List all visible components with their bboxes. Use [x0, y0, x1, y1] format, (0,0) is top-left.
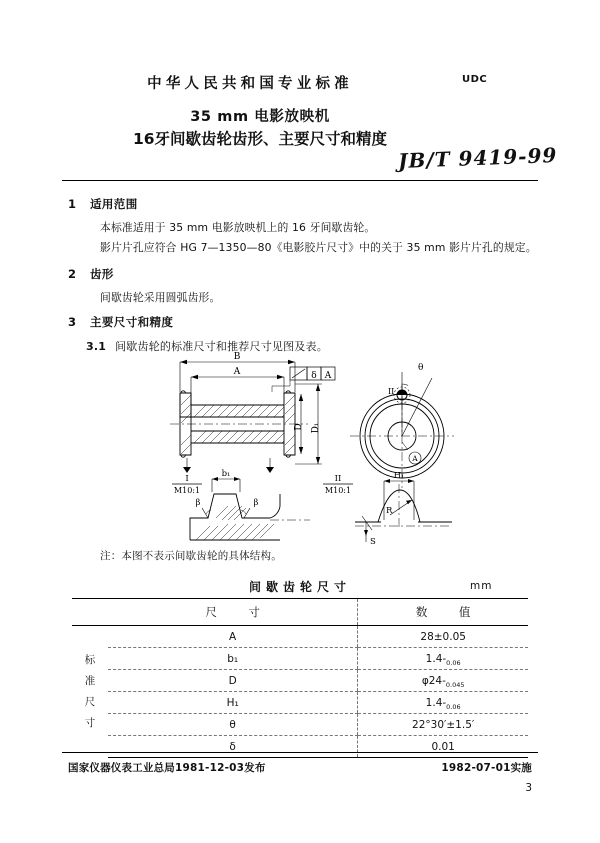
label-radius-R: R: [386, 506, 393, 516]
row-value-main: 1.4-: [425, 696, 447, 709]
document-title-line-1: 35 mm 电影放映机: [190, 109, 330, 125]
table-header-dimension: 尺 寸: [108, 599, 358, 626]
table-row: [72, 714, 528, 736]
row-symbol: A: [108, 626, 358, 648]
national-standard-title: 中华人民共和国专业标准: [147, 76, 353, 92]
table-unit: mm: [470, 580, 493, 592]
detail-marker-II-pointer: [266, 458, 274, 473]
label-scale-I: M10:1: [173, 486, 201, 495]
section-1-heading: [68, 196, 138, 212]
technical-drawing: [150, 350, 480, 545]
section-1-title: 适用范围: [90, 197, 138, 211]
footer-effective-date: 1982-07-01实施: [441, 762, 532, 774]
row-value: [358, 692, 528, 714]
row-value: [358, 626, 528, 648]
row-value: [358, 714, 528, 736]
table-title: 间歇齿轮尺寸: [248, 580, 351, 594]
detail-I-hatching: [196, 506, 274, 540]
label-dim-D1: D₁: [311, 422, 321, 434]
group-label-char-0: 标: [84, 653, 96, 666]
section-3-title: 主要尺寸和精度: [90, 315, 174, 329]
standard-number-handwritten: JB/T 9419-99: [397, 142, 558, 174]
row-value: [358, 648, 528, 670]
label-detail-II-marker: II: [388, 387, 395, 396]
section-2-title: 齿形: [90, 267, 114, 281]
section-hatching-lower: [194, 431, 284, 443]
label-detail-I: I: [185, 474, 189, 484]
row-value-main: φ24-: [421, 674, 446, 687]
row-value-main: 22°30′±1.5′: [412, 718, 475, 731]
table-row: [72, 626, 528, 648]
row-symbol: H₁: [108, 692, 358, 714]
row-value-tolerance: 0.06: [446, 702, 461, 711]
section-2-heading: [68, 266, 114, 282]
dimension-b1: [212, 477, 240, 492]
dimension-A: [191, 375, 284, 394]
label-dim-B: B: [233, 352, 241, 362]
detail-view-II: [323, 471, 452, 545]
document-title-line-2: 16牙间歇齿轮齿形、主要尺寸和精度: [132, 130, 388, 148]
section-1-paragraph-2: 影片片孔应符合 HG 7—1350—80《电影胶片尺寸》中的关于 35 mm 影片片孔的规定。: [100, 241, 537, 254]
table-group-label: [72, 626, 108, 758]
label-detail-II: II: [334, 474, 342, 484]
row-symbol: θ: [108, 714, 358, 736]
group-label-char-3: 寸: [84, 716, 96, 729]
label-datum-A: A: [324, 371, 332, 381]
subsection-3-1-text: 间歇齿轮的标准尺寸和推荐尺寸见图及表。: [115, 340, 328, 353]
table-header-value: 数 值: [358, 599, 528, 626]
row-value-main: 1.4-: [425, 652, 447, 665]
subsection-3-1-number: 3.1: [86, 340, 107, 353]
label-datum-A-circular: A: [412, 454, 418, 463]
row-value-main: 28±0.05: [420, 630, 466, 643]
group-label-char-1: 准: [84, 674, 96, 687]
radius-R: [390, 500, 412, 515]
row-symbol: D: [108, 670, 358, 692]
table-header-spacer: [72, 599, 108, 626]
label-tolerance-delta: δ: [311, 371, 317, 381]
page-title: [0, 106, 520, 150]
table-row: [72, 648, 528, 670]
row-value: [358, 736, 528, 758]
table-row: [72, 670, 528, 692]
footer-divider: [62, 752, 538, 753]
section-3-number: 3: [68, 315, 77, 329]
page-number: 3: [525, 782, 532, 794]
dimensions-table: [72, 598, 528, 758]
footer-issuer: 国家仪器仪表工业总局1981-12-03发布: [68, 762, 266, 774]
section-2-number: 2: [68, 267, 77, 281]
table-row: [72, 692, 528, 714]
section-1-number: 1: [68, 197, 77, 211]
row-value-main: 0.01: [431, 740, 455, 753]
detail-marker-I-pointer: [183, 458, 191, 473]
section-1-paragraph-1: 本标准适用于 35 mm 电影放映机上的 16 牙间歇齿轮。: [100, 221, 376, 234]
section-3-heading: [68, 314, 173, 330]
label-dim-b1: b₁: [221, 469, 231, 479]
label-dim-S: S: [370, 537, 376, 545]
row-symbol: δ: [108, 736, 358, 758]
section-2-paragraph-1: 间歇齿轮采用圆弧齿形。: [100, 291, 221, 304]
label-angle-beta-left: β: [195, 498, 201, 508]
udc-label: UDC: [462, 74, 488, 85]
label-angle-theta: θ: [418, 363, 424, 373]
label-dim-A: A: [233, 367, 241, 377]
section-hatching-upper: [194, 405, 284, 417]
label-angle-beta-right: β: [253, 498, 259, 508]
row-value-tolerance: 0.045: [445, 680, 465, 689]
detail-view-I: [172, 469, 310, 540]
row-value: [358, 670, 528, 692]
label-dim-H1: H₁: [393, 471, 405, 481]
header-divider: [62, 180, 538, 181]
row-value-tolerance: 0.06: [446, 658, 461, 667]
label-scale-II: M10:1: [324, 486, 352, 495]
table-row: [72, 736, 528, 758]
table-header-row: [72, 599, 528, 626]
label-dim-D: D: [294, 423, 304, 431]
group-label-char-2: 尺: [84, 695, 96, 708]
row-symbol: b₁: [108, 648, 358, 670]
gear-drawing-svg: [150, 350, 480, 545]
figure-note: 注：本图不表示间歇齿轮的具体结构。: [100, 550, 282, 562]
